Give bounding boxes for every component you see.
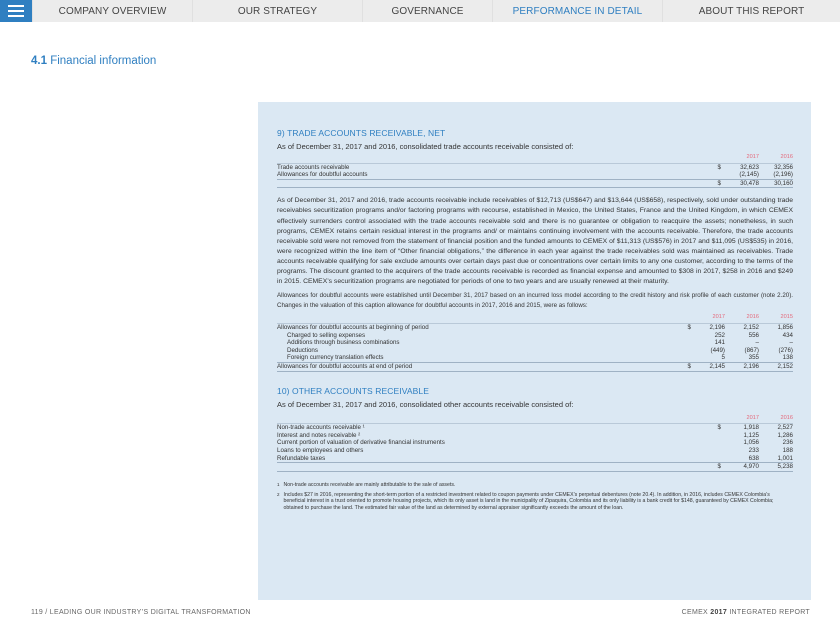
value-2016: 2,196 xyxy=(725,362,759,371)
year-label: 2017 xyxy=(721,154,759,163)
table-row xyxy=(277,432,793,440)
table-row xyxy=(277,171,793,179)
section-title xyxy=(31,55,156,67)
value-2017: 5 xyxy=(691,354,725,362)
value-2016: 556 xyxy=(748,331,759,339)
table-row xyxy=(277,163,793,171)
year-label: 2016 xyxy=(759,415,793,424)
footnote xyxy=(277,492,793,512)
row-label: Current portion of valuation of derivative financial instruments xyxy=(277,439,445,447)
tab-performance-in-detail[interactable]: PERFORMANCE IN DETAIL xyxy=(492,0,662,22)
tab-about-this-report[interactable]: ABOUT THIS REPORT xyxy=(662,0,840,22)
value-2016: 2,527 xyxy=(777,424,793,432)
value-2016: 5,238 xyxy=(759,463,793,472)
currency-symbol xyxy=(709,171,721,179)
table-row xyxy=(277,347,793,355)
row-label: Additions through business combinations xyxy=(287,339,400,347)
currency-symbol xyxy=(709,447,721,455)
year-label: 2016 xyxy=(759,154,793,163)
footer-year: 2017 xyxy=(710,609,728,616)
value-2017: 30,478 xyxy=(721,179,759,188)
currency-symbol xyxy=(679,347,691,355)
note9-intro: As of December 31, 2017 and 2016, consolidated trade accounts receivable consisted of: xyxy=(277,142,574,151)
nav-tabs xyxy=(32,0,840,22)
value-2015: – xyxy=(789,339,793,347)
value-2015: 138 xyxy=(759,354,793,362)
value-2017: 2,145 xyxy=(691,362,725,371)
row-label: Loans to employees and others xyxy=(277,446,364,454)
tab-governance[interactable]: GOVERNANCE xyxy=(362,0,492,22)
note9-heading: 9) TRADE ACCOUNTS RECEIVABLE, NET xyxy=(277,128,446,138)
row-label: Refundable taxes xyxy=(277,455,709,463)
value-2016: 2,152 xyxy=(743,324,759,331)
table-row xyxy=(277,439,793,447)
table-row xyxy=(277,339,793,347)
footnote-text: Includes $27 in 2016, representing the short-term portion of a restricted investment related to coupon payments under CEMEX’s perpetual debentures (note 20.4). In addition, in 2016, includes CEMEX Colombia’s beneficial interest in a trust oriented to promote housing projects, which its only asset is land in the municipality of Zipaquira, Colombia and its only liability is a bank credit for $148, guaranteed by CEMEX Colombia; obtained to purchase the land. The estimated fair value of the land as determined by external appraiser significantly exceeds the amount of the loan. xyxy=(283,491,774,512)
other-receivables-table xyxy=(277,415,793,472)
row-label: Interest and notes receivable ² xyxy=(277,431,361,439)
table-row xyxy=(277,332,793,340)
note10-intro: As of December 31, 2017 and 2016, consolidated other accounts receivable consisted of: xyxy=(277,399,574,409)
table-row xyxy=(277,424,793,432)
tab-our-strategy[interactable]: OUR STRATEGY xyxy=(192,0,362,22)
note9-paragraph-1: As of December 31, 2017 and 2016, trade accounts receivable include receivables of $12,713 (US$647) and $13,644 (US$658), respectively, sold under outstanding trade receivables securitization programs and/or factoring programs with recourse, established in Mexico, the United States, France and the United Kingdom, in which CEMEX effectively surrenders control associated with the trade accounts receivable sold and there is no guarantee or obligation to reacquire the assets; nonetheless, in such programs, CEMEX retains certain residual interest in the programs and/ or maintains continuing involvement with the accounts receivable. Therefore, the trade accounts receivable sold were not removed from the statement of financial position and the funded amounts to CEMEX of $11,313 (US$576) in 2017 and $11,095 (US$535) in 2016, were recognized within the line item of “Other financial obligations,” the difference in each year against the trade receivables sold was maintained as receivables. Trade accounts receivable qualifying for sale exclude amounts over certain days past due or concentrations over certain limits to any one customer, according to the terms of the programs. The discount granted to the acquirers of the trade accounts receivable is recorded as financial expense and amounted to $308 in 2017, $258 in 2016 and $249 in 2015. CEMEX’s securitization programs are negotiated for periods of one to two years and are usually renewed at their maturity. xyxy=(277,197,793,286)
footnote xyxy=(277,482,793,489)
currency-symbol: $ xyxy=(717,163,721,171)
table-total-row xyxy=(277,179,793,188)
note9-paragraph-2: Allowances for doubtful accounts were established until December 31, 2017 based on an incurred loss model according to the credit history and risk profile of each customer (note 2.20). Changes in the valuation of this caption allowance for doubtful accounts in 2017, 2016 and 2015, were as follows: xyxy=(277,292,793,309)
value-2016: 30,160 xyxy=(759,179,793,188)
value-2017: (449) xyxy=(710,346,725,354)
table-total-row xyxy=(277,362,793,371)
footer-brand: CEMEX xyxy=(681,609,709,616)
row-label: Charged to selling expenses xyxy=(287,331,366,339)
value-2017: 141 xyxy=(714,339,725,347)
content-panel xyxy=(258,102,811,600)
value-2016: (2,196) xyxy=(759,171,793,179)
value-2017: 233 xyxy=(748,446,759,454)
year-label: 2015 xyxy=(759,314,793,323)
currency-symbol xyxy=(679,339,691,347)
value-2017: 32,623 xyxy=(740,163,759,171)
table-total-row xyxy=(277,463,793,472)
currency-symbol xyxy=(679,332,691,340)
row-label: Allowances for doubtful accounts xyxy=(277,171,709,179)
tab-company-overview[interactable]: COMPANY OVERVIEW xyxy=(32,0,192,22)
row-label: Allowances for doubtful accounts at end of period xyxy=(277,362,679,371)
table-header-row xyxy=(277,415,793,424)
row-label: Foreign currency translation effects xyxy=(277,354,679,362)
value-2016: 1,286 xyxy=(777,431,793,439)
row-label: Deductions xyxy=(287,346,318,354)
footnote-text: Non-trade accounts receivable are mainly attributable to the sale of assets. xyxy=(283,481,456,488)
currency-symbol: $ xyxy=(679,362,691,371)
value-2017: 1,056 xyxy=(743,439,759,447)
footnote-mark: 1 xyxy=(277,481,280,487)
hamburger-menu-icon[interactable] xyxy=(0,0,32,22)
value-2017: 252 xyxy=(714,331,725,339)
note10-heading: 10) OTHER ACCOUNTS RECEIVABLE xyxy=(277,385,429,396)
value-2015: (276) xyxy=(778,346,793,354)
trade-receivables-table xyxy=(277,154,793,188)
section-number: 4.1 xyxy=(31,55,47,67)
table-row xyxy=(277,354,793,362)
currency-symbol: $ xyxy=(717,424,721,432)
value-2017: 2,196 xyxy=(709,324,725,331)
value-2017: 4,970 xyxy=(721,463,759,472)
currency-symbol xyxy=(709,432,721,440)
footer-page-label: 119 / LEADING OUR INDUSTRY’S DIGITAL TRANSFORMATION xyxy=(31,609,251,616)
row-label xyxy=(277,179,709,188)
value-2017: 1,918 xyxy=(743,424,759,432)
currency-symbol: $ xyxy=(687,324,691,331)
table-row xyxy=(277,455,793,463)
footer-report-text: INTEGRATED REPORT xyxy=(729,609,810,616)
value-2015: 2,152 xyxy=(759,362,793,371)
currency-symbol: $ xyxy=(709,179,721,188)
year-label: 2016 xyxy=(725,314,759,323)
row-label: Trade accounts receivable xyxy=(277,163,350,171)
value-2017: (2,145) xyxy=(721,171,759,179)
row-label: Non-trade accounts receivable ¹ xyxy=(277,424,365,432)
value-2015: 434 xyxy=(782,331,793,339)
top-navigation xyxy=(0,0,840,22)
footer-report-title xyxy=(682,609,810,616)
currency-symbol xyxy=(679,354,691,362)
row-label xyxy=(277,463,709,472)
currency-symbol xyxy=(709,455,721,463)
year-label: 2017 xyxy=(691,314,725,323)
value-2016: 355 xyxy=(725,354,759,362)
allowances-table xyxy=(277,314,793,371)
section-title-text: Financial information xyxy=(50,55,157,67)
table-header-row xyxy=(277,154,793,163)
value-2016: 1,001 xyxy=(759,455,793,463)
table-row xyxy=(277,447,793,455)
currency-symbol: $ xyxy=(709,463,721,472)
currency-symbol xyxy=(709,439,721,447)
table-row xyxy=(277,324,793,332)
footnote-mark: 2 xyxy=(277,491,280,497)
value-2016: (867) xyxy=(744,346,759,354)
value-2016: 188 xyxy=(782,446,793,454)
year-label: 2017 xyxy=(721,415,759,424)
value-2015: 1,856 xyxy=(777,324,793,331)
row-label: Allowances for doubtful accounts at beginning of period xyxy=(277,324,429,331)
value-2016: – xyxy=(755,339,759,347)
table-header-row xyxy=(277,314,793,323)
value-2016: 236 xyxy=(782,439,793,447)
value-2017: 1,125 xyxy=(743,431,759,439)
value-2016: 32,356 xyxy=(774,163,793,171)
value-2017: 638 xyxy=(721,455,759,463)
